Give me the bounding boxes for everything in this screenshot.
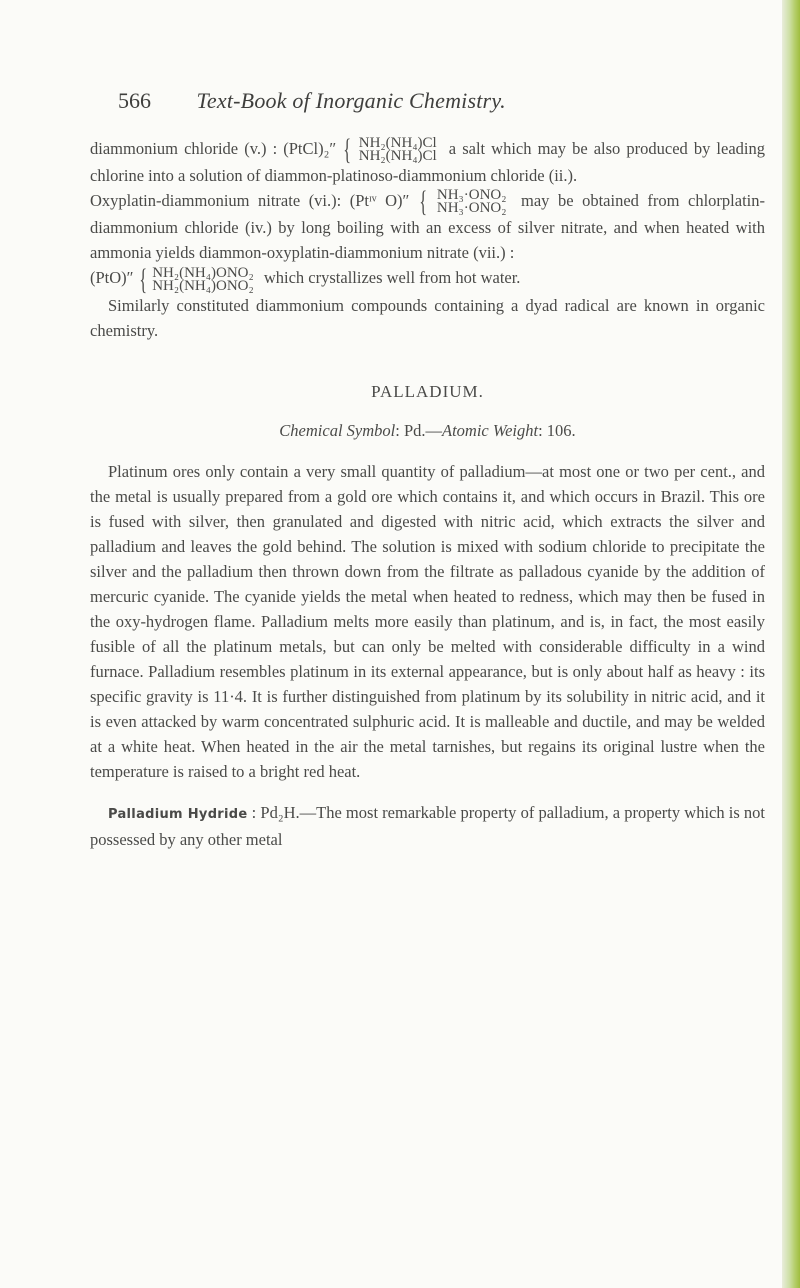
formula-top: NH₂(NH₄)Cl xyxy=(358,135,437,152)
paragraph-oxyplatin-nitrate xyxy=(90,185,765,265)
formula-trail-text: which crystallizes well from hot water. xyxy=(263,268,521,288)
formula-bottom: NH₂(NH₄)ONO₂ xyxy=(152,277,254,294)
paragraph-organic-analogues: Similarly constituted diammonium compounds containing a dyad radical are known in organic chemistry. xyxy=(90,295,765,340)
brace-icon: { xyxy=(138,262,147,296)
formula-bottom: NH₂(NH₄)Cl xyxy=(358,148,437,165)
symbol-line xyxy=(90,418,765,443)
paragraph-palladium-preparation: Platinum ores only contain a very small quantity of palladium—at most one or two per cent., and the metal is usually prepared from a gold ore which contains it, and which occurs in Brazil. This ore is fused with silver, then granulated and digested with nitric acid, which extracts the silver and palladium and leaves the gold behind. The solution is mixed with sodium chloride to precipitate the silver and the palladium then thrown down from the filtrate as palladous cyanide by the addition of mercuric cyanide. The cyanide yields the metal when heated to redness, which may then be fused in the oxy-hydrogen flame. Palladium melts more easily than platinum, and is, in fact, the most easily fusible of all the platinum metals, but can only be melted with considerable difficulty in a wind furnace. Palladium resembles platinum in its external appearance, but is only about half as heavy : its specific gravity is 11·4. It is further distinguished from platinum by its solubility in nitric acid, and it is even attacked by warm concentrated sulphuric acid. It is malleable and ductile, and may be welded at a white heat. When heated in the air the metal tarnishes, but regains its original lustre when the temperature is raised to a bright red heat. xyxy=(90,461,765,781)
formula-trail-text: may xyxy=(521,191,550,211)
formula-lead-text: (PtO)″ xyxy=(90,268,134,288)
symbol-value: : Pd.— xyxy=(395,420,442,440)
brace-icon: { xyxy=(343,133,352,167)
subheading-palladium-hydride: Palladium Hydride xyxy=(108,806,248,822)
paragraph-diammon-oxyplatin xyxy=(90,262,765,296)
formula-top: NH₂(NH₄)ONO₂ xyxy=(152,264,254,281)
page-number: 566 xyxy=(118,88,151,113)
section-heading: PALLADIUM. xyxy=(371,381,484,401)
formula-stack xyxy=(437,189,507,215)
paragraph-continuation: : Pd₂H.—The most remarkable property of palladium, a property which is not possessed by any other metal xyxy=(90,802,765,849)
paragraph-diammonium-chloride xyxy=(90,133,765,188)
formula-lead-text: diammonium chloride (v.) : (PtCl)₂″ xyxy=(90,139,337,158)
formula-stack xyxy=(359,137,437,163)
paragraph-palladium-hydride xyxy=(90,800,765,852)
running-title: Text-Book of Inorganic Chemistry. xyxy=(196,88,506,113)
weight-value: : 106. xyxy=(538,420,576,440)
running-header xyxy=(118,88,506,114)
symbol-label: Chemical Symbol xyxy=(279,420,396,440)
formula-stack xyxy=(152,264,254,294)
formula-lead-text: Oxyplatin-diammonium nitrate (vi.): (Ptᶦᵛ O)″ xyxy=(90,191,410,211)
page-body xyxy=(90,133,765,852)
formula-trail-text: a salt which xyxy=(448,139,532,158)
formula-bottom: NH₃·ONO₂ xyxy=(436,200,507,217)
paragraph-continuation: may be also produced by leading chlorine into a solution of diammon-platinoso-diammonium chloride (ii.). xyxy=(90,139,765,186)
formula-top: NH₃·ONO₂ xyxy=(436,187,507,204)
paragraph-continuation: be obtained from chlorplatin-diammonium chloride (iv.) by long boiling with an excess of silver nitrate, and when heated with ammonia yields diammon-oxyplatin-diammonium nitrate (vii.) : xyxy=(90,191,765,263)
brace-icon: { xyxy=(419,185,428,219)
weight-label: Atomic Weight xyxy=(442,420,539,440)
page-edge xyxy=(782,0,800,1288)
